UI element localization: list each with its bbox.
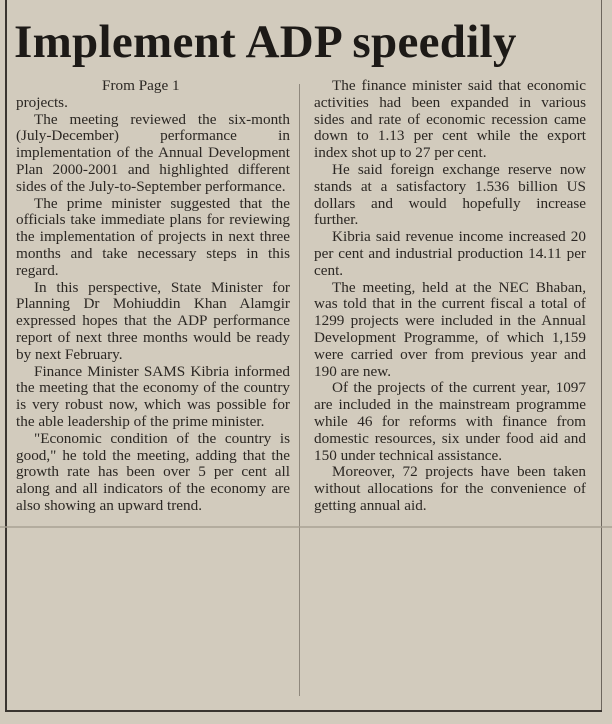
clipping-border-left (5, 0, 7, 712)
article-column-left (16, 78, 290, 515)
paper-fold-line (0, 526, 612, 528)
article-paragraph: The meeting, held at the NEC Bhaban, was told that in the current fiscal a total of 1299 projects were included in the Annual Development Programme, of which 1,159 were carried over from previous year and 190 are new. (314, 278, 586, 380)
article-paragraph: He said foreign exchange reserve now stands at a satisfactory 1.536 billion US dollars and would hopefully increase further. (314, 160, 586, 229)
article-paragraph: The prime minister suggested that the officials take immediate plans for reviewing the implementation of projects in next three months and take necessary steps in this regard. (16, 194, 290, 279)
article-paragraph: Of the projects of the current year, 1097 are included in the mainstream programme while 46 for reforms with finance from domestic resources, six under food aid and 150 under technical assistance. (314, 379, 586, 464)
article-paragraph: Moreover, 72 projects have been taken without allocations for the convenience of getting annual aid. (314, 463, 586, 514)
article-paragraph: In this perspective, State Minister for Planning Dr Mohiuddin Khan Alamgir expressed hopes that the ADP performance report of next three months would be ready by next February. (16, 278, 290, 363)
article-paragraph: Finance Minister SAMS Kibria informed the meeting that the economy of the country is very robust now, which was possible for the able leadership of the prime minister. (16, 362, 290, 430)
article-paragraph: The meeting reviewed the six-month (July-December) performance in implementation of the Annual Development Plan 2000-2001 and highlighted different sides of the July-to-September performance. (16, 110, 290, 195)
article-headline: Implement ADP speedily (14, 16, 517, 68)
article-paragraph: Kibria said revenue income increased 20 per cent and industrial production 14.11 per cent. (314, 228, 586, 279)
article-paragraph: From Page 1 (102, 77, 180, 94)
clipping-border-right (601, 0, 602, 712)
article-paragraph: projects. (16, 93, 68, 111)
article-paragraph: The finance minister said that economic activities had been expanded in various sides and rate of economic recession came down to 1.13 per cent while the export index shot up to 27 per cent. (314, 77, 586, 162)
column-divider (299, 84, 300, 696)
article-column-right (314, 78, 586, 515)
clipping-border-bottom (5, 710, 602, 712)
article-paragraph: "Economic condition of the country is good," he told the meeting, adding that the growth rate has been over 5 per cent all along and all indicators of the economy are also showing an upward trend. (16, 429, 290, 514)
